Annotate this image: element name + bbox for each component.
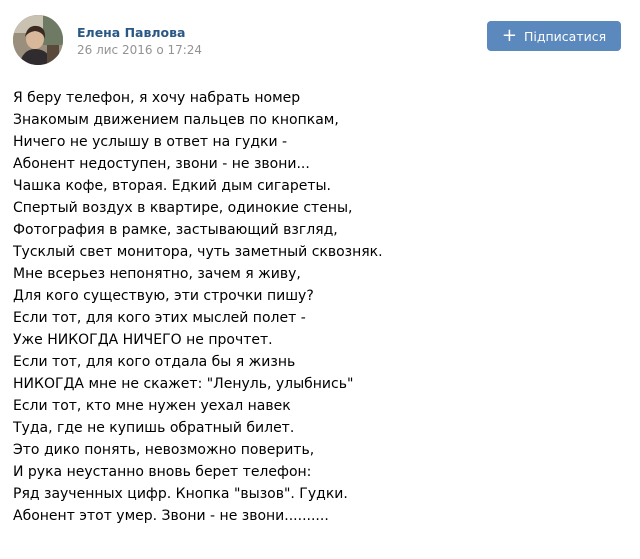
post-line: Знакомым движением пальцев по кнопкам, (13, 112, 339, 128)
avatar-photo (13, 15, 63, 65)
post-line: Абонент недоступен, звони - не звони... (13, 156, 310, 172)
post-line: И рука неустанно вновь берет телефон: (13, 464, 312, 480)
subscribe-button-label: Підписатися (523, 28, 607, 44)
post-line: Абонент этот умер. Звони - не звони.......... (13, 508, 329, 524)
post-line: Чашка кофе, вторая. Едкий дым сигареты. (13, 178, 332, 194)
post-line: Если тот, кто мне нужен уехал навек (13, 398, 291, 414)
post-line: Для кого существую, эти строчки пишу? (13, 288, 314, 304)
post-line: Ничего не услышу в ответ на гудки - (13, 134, 288, 150)
post-date[interactable]: 26 лис 2016 о 17:24 (77, 43, 203, 57)
post-line: Ряд заученных цифр. Кнопка "вызов". Гудки. (13, 486, 348, 502)
post-line: Спертый воздух в квартире, одинокие стены, (13, 200, 353, 216)
avatar[interactable] (13, 15, 63, 65)
post-line: НИКОГДА мне не скажет: "Ленуль, улыбнись" (13, 376, 354, 392)
post-line: Я беру телефон, я хочу набрать номер (13, 90, 301, 106)
post-text (13, 87, 623, 527)
author-name[interactable]: Елена Павлова (77, 25, 186, 40)
post-line: Это дико понять, невозможно поверить, (13, 442, 315, 458)
post-line: Если тот, для кого отдала бы я жизнь (13, 354, 296, 370)
post-line: Туда, где не купишь обратный билет. (13, 420, 295, 436)
plus-icon: + (501, 24, 517, 46)
post-line: Уже НИКОГДА НИЧЕГО не прочтет. (13, 332, 273, 348)
subscribe-button[interactable] (487, 21, 621, 51)
post-line: Мне всерьез непонятно, зачем я живу, (13, 266, 301, 282)
post-line: Фотография в рамке, застывающий взгляд, (13, 222, 338, 238)
post-line: Тусклый свет монитора, чуть заметный сквозняк. (13, 244, 383, 260)
post-line: Если тот, для кого этих мыслей полет - (13, 310, 306, 326)
